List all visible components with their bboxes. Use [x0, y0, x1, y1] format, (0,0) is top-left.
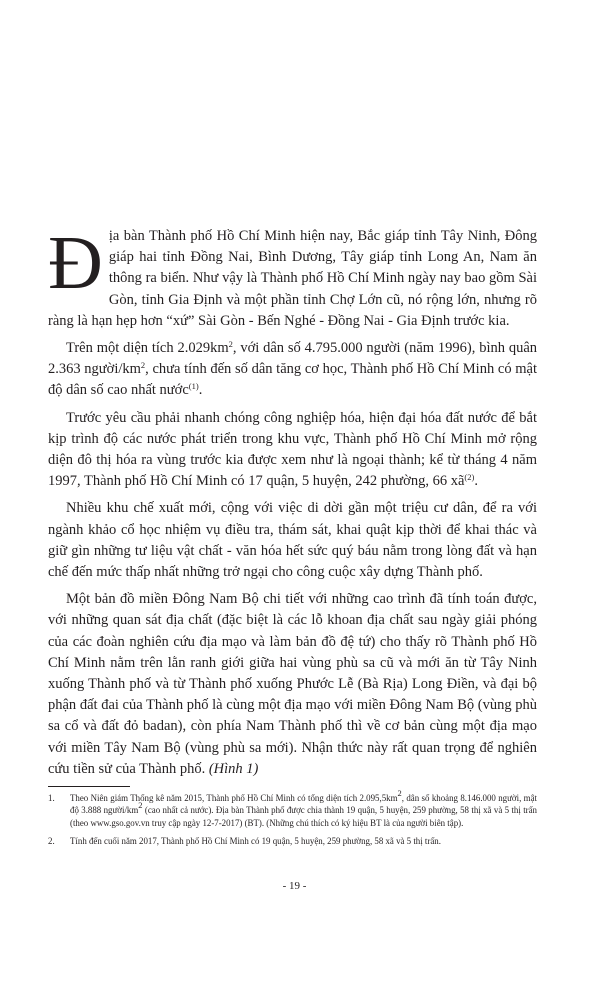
paragraph-5-text: Một bản đồ miền Đông Nam Bộ chi tiết với những cao trình đã tính toán được, với những quan sát địa chất (đặc biệt là các lỗ khoan địa chất sau ngày giải phóng của các đoàn nghiên cứu địa mạo và làm bản đồ đệ tứ) cho thấy rõ Thành phố Hồ Chí Minh nằm trên lằn ranh giới giữa hai vùng phù sa cũ và mới ăn từ Tây Ninh xuống Thành phố và từ Thành phố xuống Phước Lễ (Bà Rịa) Long Điền, và đại bộ phận đất đai của Thành phố là cùng một địa mạo với miền Đông Nam Bộ (vùng phù sa cổ và đất đỏ badan), còn phía Nam Thành phố thì về cơ bản cùng một địa mạo với miền Tây Nam Bộ (vùng phù sa mới). Nhận thức này rất quan trọng để nghiên cứu tiền sử của Thành phố.: [48, 591, 537, 777]
superscript-km2-density: 2: [140, 360, 146, 371]
paragraph-5: [48, 589, 537, 780]
article-body: [48, 221, 538, 786]
footnote-2-text: Tính đến cuối năm 2017, Thành phố Hồ Chí Minh có 19 quận, 5 huyện, 259 phường, 58 xã và 5 thị trấn.: [70, 836, 441, 847]
footnote-ref-2[interactable]: (2): [464, 472, 475, 483]
footnote-1-sup-density: 2: [138, 800, 143, 811]
footnote-1-text-c: (cao nhất cả nước). Địa bàn Thành phố được chia thành 19 quận, 5 huyện, 259 phường, 58 thị xã và 5 thị trấn (theo www.gso.gov.vn truy cập ngày 12-7-2017) (BT). (Những chú thích có ký hiệu BT là của người biên tập).: [70, 805, 537, 828]
footnote-2: [48, 835, 537, 847]
superscript-km2: 2: [228, 339, 233, 350]
footnote-ref-1[interactable]: (1): [188, 381, 199, 392]
footnote-1: [48, 788, 537, 829]
footnote-1-text: [70, 788, 537, 829]
footnote-divider: [48, 786, 130, 787]
paragraph-3-text-a: Trước yêu cầu phải nhanh chóng công nghiệp hóa, hiện đại hóa đất nước để bắt kịp trình độ các nước phát triển trong khu vực, Thành phố Hồ Chí Minh mở rộng diện đô thị hóa ra vùng trước kia được xem như là ngoại thành; kể từ tháng 4 năm 1997, Thành phố Hồ Chí Minh có 17 quận, 5 huyện, 242 phường, 66 xã: [48, 409, 537, 490]
paragraph-1: [48, 221, 537, 332]
paragraph-4-text: Nhiều khu chế xuất mới, cộng với việc di dời gần một triệu cư dân, để ra với ngành khảo cổ học nhiệm vụ điều tra, thám sát, khai quật kịp thời để khai thác và giữ gìn những tư liệu vật chất - văn hóa hết sức quý báu nằm trong lòng đất và hạn chế đến mức thấp nhất những trở ngại cho công cuộc xây dựng Thành phố.: [48, 500, 537, 581]
paragraph-2-text-c: , chưa tính đến số dân tăng cơ học, Thành phố Hồ Chí Minh có mật độ dân số cao nhất nước: [48, 361, 537, 399]
paragraph-4: [48, 498, 537, 583]
paragraph-1-text: ịa bàn Thành phố Hồ Chí Minh hiện nay, Bắc giáp tỉnh Tây Ninh, Đông giáp hai tỉnh Đồng Nai, Bình Dương, Tây giáp tỉnh Long An, Nam ăn thông ra biển. Như vậy là Thành phố Hồ Chí Minh ngày nay bao gồm Sài Gòn, tỉnh Gia Định và một phần tỉnh Chợ Lớn cũ, nó rộng lớn, nhưng rõ ràng là hạn hẹp hơn “xứ” Sài Gòn - Bến Nghé - Đồng Nai - Gia Định trước kia.: [48, 228, 537, 329]
footnotes: [48, 788, 537, 854]
paragraph-2-text-b: , với dân số 4.795.000 người (năm 1996), bình quân 2.363 người/km: [48, 340, 538, 378]
page-number: - 19 -: [282, 880, 307, 892]
paragraph-3-text-b: .: [474, 473, 478, 490]
paragraph-3: [48, 408, 537, 493]
figure-reference: (Hình 1): [208, 760, 259, 777]
footnote-1-text-a: Theo Niên giám Thống kê năm 2015, Thành phố Hồ Chí Minh có tổng diện tích 2.095,5km: [70, 793, 398, 803]
footnote-1-sup-area: 2: [397, 788, 402, 798]
paragraph-2-text-d: .: [198, 382, 203, 399]
paragraph-2-text-a: Trên một diện tích 2.029km: [66, 340, 229, 357]
footnote-1-number: 1.: [48, 793, 55, 803]
drop-cap: Đ: [48, 221, 103, 305]
footnote-1-text-b: , dân số khoảng 8.146.000 người, mật độ 3.888 người/km: [70, 793, 537, 816]
footnote-2-number: 2.: [48, 836, 55, 847]
paragraph-2: [48, 338, 537, 402]
